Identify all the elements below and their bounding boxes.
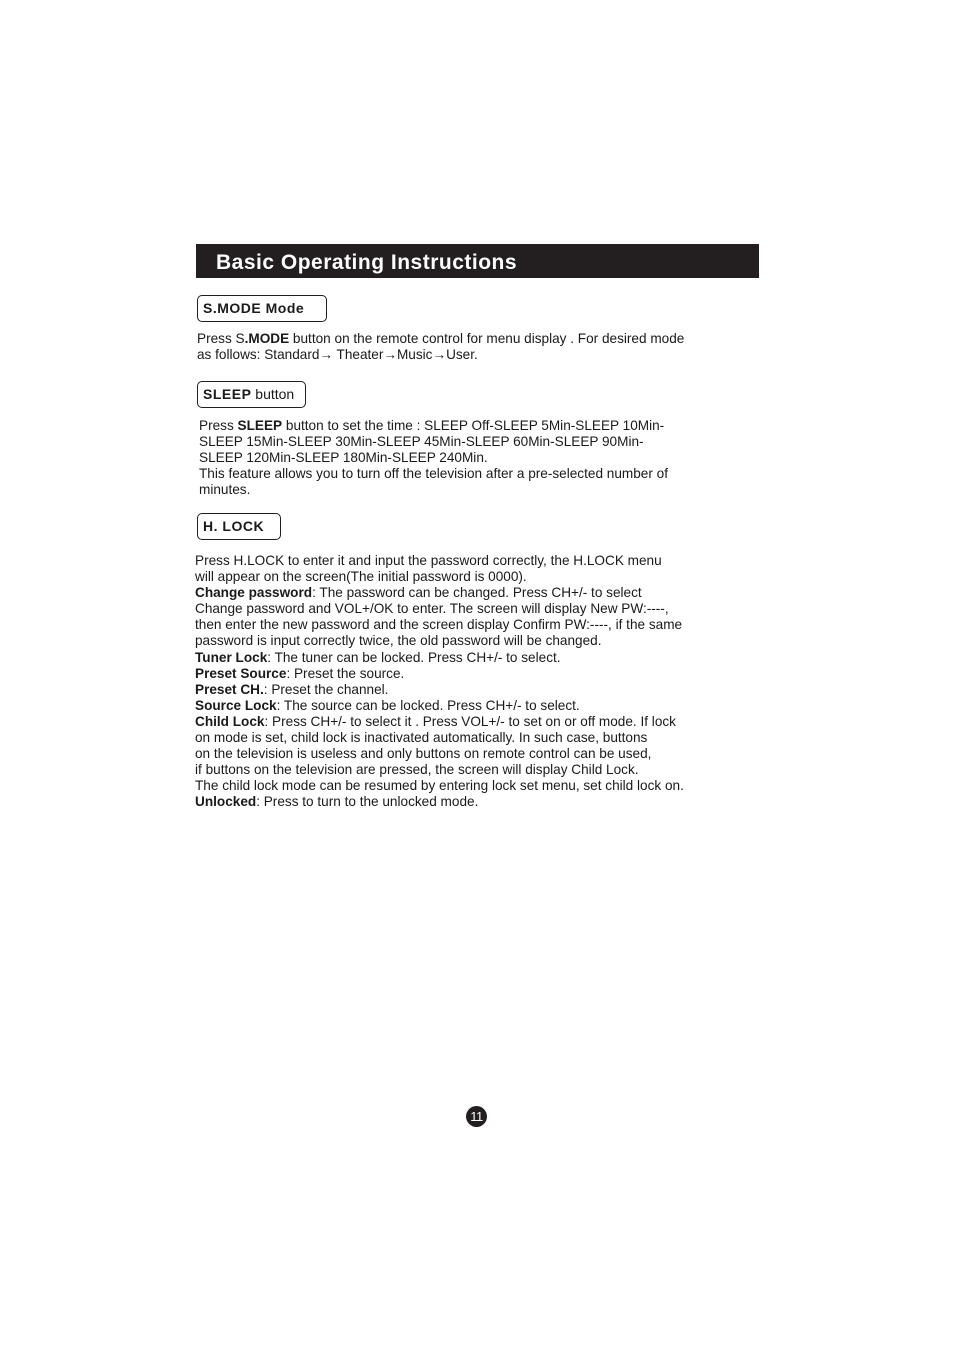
sleep-heading-rest: button xyxy=(251,386,295,402)
hlock-heading: H. LOCK xyxy=(203,518,265,534)
smode-heading: S.MODE Mode xyxy=(203,300,305,316)
hlock-description xyxy=(195,553,684,811)
smode-line-2: as follows: Standard→ Theater→Music→User. xyxy=(197,347,478,363)
sleep-line-5: minutes. xyxy=(199,482,251,498)
sleep-line-1: Press SLEEP button to set the time : SLEEP Off-SLEEP 5Min-SLEEP 10Min- xyxy=(199,418,665,433)
hlock-intro-2: will appear on the screen(The initial password is 0000). xyxy=(195,569,527,585)
sleep-heading-box xyxy=(197,381,306,408)
sleep-description xyxy=(199,418,668,498)
change-password-line-4: password is input correctly twice, the old password will be changed. xyxy=(195,633,602,649)
sleep-heading-bold: SLEEP xyxy=(203,386,252,402)
source-lock-line: Source Lock: The source can be locked. Press CH+/- to select. xyxy=(195,697,580,713)
child-lock-line-1: Child Lock: Press CH+/- to select it . Press VOL+/- to set on or off mode. If lock xyxy=(195,713,676,729)
child-lock-line-2: on mode is set, child lock is inactivated automatically. In such case, buttons xyxy=(195,730,648,746)
preset-source-line: Preset Source: Preset the source. xyxy=(195,665,405,681)
preset-ch-line: Preset CH.: Preset the channel. xyxy=(195,681,389,697)
smode-heading-box xyxy=(197,295,327,322)
hlock-intro-1: Press H.LOCK to enter it and input the password correctly, the H.LOCK menu xyxy=(195,553,662,568)
sleep-line-2: SLEEP 15Min-SLEEP 30Min-SLEEP 45Min-SLEEP 60Min-SLEEP 90Min- xyxy=(199,434,644,450)
change-password-line-2: Change password and VOL+/OK to enter. The screen will display New PW:----, xyxy=(195,601,669,617)
change-password-line-1: Change password: The password can be changed. Press CH+/- to select xyxy=(195,585,642,601)
child-lock-line-5: The child lock mode can be resumed by entering lock set menu, set child lock on. xyxy=(195,778,684,794)
page-number-badge: 11 xyxy=(466,1106,487,1127)
smode-description xyxy=(197,331,684,363)
child-lock-line-4: if buttons on the television are pressed, the screen will display Child Lock. xyxy=(195,762,639,778)
sleep-line-4: This feature allows you to turn off the television after a pre-selected number of xyxy=(199,466,668,482)
unlocked-line: Unlocked: Press to turn to the unlocked mode. xyxy=(195,794,479,810)
sleep-line-3: SLEEP 120Min-SLEEP 180Min-SLEEP 240Min. xyxy=(199,450,488,466)
page-title: Basic Operating Instructions xyxy=(196,244,759,278)
hlock-heading-box xyxy=(197,513,281,540)
change-password-line-3: then enter the new password and the screen display Confirm PW:----, if the same xyxy=(195,617,683,633)
smode-line-1: Press S.MODE button on the remote control for menu display . For desired mode xyxy=(197,331,685,346)
tuner-lock-line: Tuner Lock: The tuner can be locked. Press CH+/- to select. xyxy=(195,649,561,665)
child-lock-line-3: on the television is useless and only buttons on remote control can be used, xyxy=(195,746,652,762)
